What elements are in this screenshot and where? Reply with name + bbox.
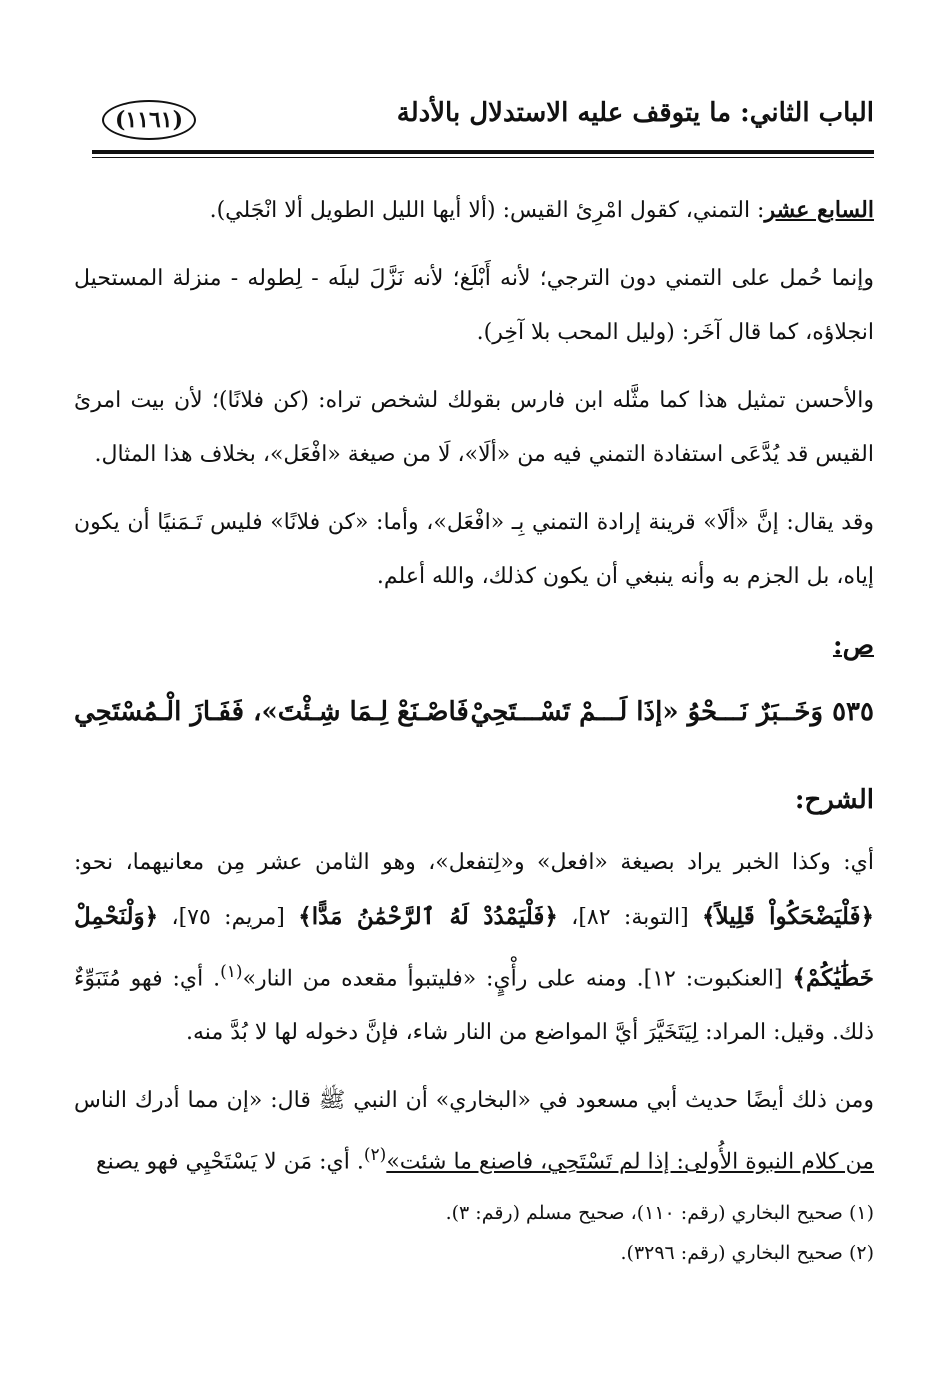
page-body: [74, 183, 874, 1204]
text-heading: ص:: [832, 631, 874, 661]
footnote: (٢) صحيح البخاري (رقم: ٣٢٩٦).: [620, 1242, 874, 1264]
underlined-quote: من كلام النبوة الأُولى: إذا لم تَسْتَحِي، فاصنع ما شئت»: [386, 1149, 874, 1175]
header-rule-thin: [92, 157, 874, 158]
paragraph: وإنما حُمل على التمني دون الترجي؛ لأنه أَبْلَغ؛ لأنه نَزَّلَ ليلَه - لِطوله - منزلة المستحيل انجلاؤه، كما قال آخَر: (وليل المحب بلا آخِر).: [74, 266, 874, 345]
verse-line: [74, 682, 874, 742]
quran-verse: ﴿وَلْنَحْمِلْ خَطَٰيَٰكُمْ﴾: [74, 903, 875, 992]
page-number: (١١٦١): [102, 100, 196, 140]
paragraph: [74, 183, 874, 238]
verse-first-half: ٥٣٥ وَخَــبَرٌ نَـــحْوُ «إذَا لَـــمْ تَسْـــتَحِيْ: [470, 697, 874, 727]
footnote-ref: (٢): [363, 1145, 387, 1166]
running-title: الباب الثاني: ما يتوقف عليه الاستدلال بالأدلة: [396, 98, 874, 128]
footnotes: [74, 1193, 874, 1273]
commentary-paragraph: أي: وكذا الخبر يراد بصيغة «افعل» و«لِتفعل»، وهو الثامن عشر مِن معانيهما، نحو: ﴿فَلْيَضْحَكُواْ قَلِيلاً﴾ [التوبة: ٨٢]، ﴿فَلْيَمْدُدْ لَهُ ٱلرَّحْمَٰنُ مَدًّا﴾ [مريم: ٧٥]، ﴿وَلْنَحْمِلْ خَطَٰيَٰكُمْ﴾ [العنكبوت: ١٢]. ومنه على رأْيٍ: «فليتبوأ مقعده من النار»$^{(١)}$. أي: فهو مُتَبَوِّءٌ ذلك. وقيل: المراد: لِيَتَخَيَّرَ أيَّ المواضع من النار شاء، فإنَّ دخوله لها لا بُدَّ منه.: [74, 850, 875, 1046]
page-header: [74, 88, 874, 144]
paragraph-text: : التمني، كقول امْرِئ القيس: (ألا أيها الليل الطويل ألا انْجَلي).: [209, 198, 765, 223]
book-page: [74, 88, 875, 1264]
footnote-ref: (١): [220, 962, 243, 982]
section-lead: السابع عشر: [764, 197, 874, 223]
header-rule-thick: [92, 150, 874, 154]
paragraph: والأحسن تمثيل هذا كما مثَّله ابن فارس بقولك لشخص تراه: (كن فلانًا)؛ لأن بيت امرئ القيس قد يُدَّعَى استفادة التمني فيه من «ألَا»، لَا من صيغة «افْعَل»، بخلاف هذا المثال.: [74, 388, 874, 467]
commentary-heading: الشرح:: [794, 785, 874, 815]
quran-verse: ﴿فَلْيَمْدُدْ لَهُ ٱلرَّحْمَٰنُ مَدًّا﴾: [298, 903, 558, 930]
paragraph: وقد يقال: إنَّ «ألَا» قرينة إرادة التمني بِـ «افْعَل»، وأما: «كن فلانًا» فليس تَـمَنيًا أن يكون إياه، بل الجزم به وأنه ينبغي أن يكون كذلك، والله أعلم.: [74, 510, 874, 589]
verse-second-half: فَاصْـنَعْ لِـمَا شِـئْتَ»، فَفَـازَ الْـمُسْتَحِي: [74, 697, 469, 727]
footnote: (١) صحيح البخاري (رقم: ١١٠)، صحيح مسلم (رقم: ٣).: [445, 1202, 874, 1224]
quran-verse: ﴿فَلْيَضْحَكُواْ قَلِيلاً﴾: [702, 903, 874, 930]
commentary-paragraph: ومن ذلك أيضًا حديث أبي مسعود في «البخاري» أن النبي ﷺ قال: «إن مما أدرك الناس من كلام النبوة الأُولى: إذا لم تَسْتَحِي، فاصنع ما شئت»$^{(٢)}$. أي: مَن لا يَسْتَحْيِي فهو يصنع: [74, 1088, 874, 1175]
